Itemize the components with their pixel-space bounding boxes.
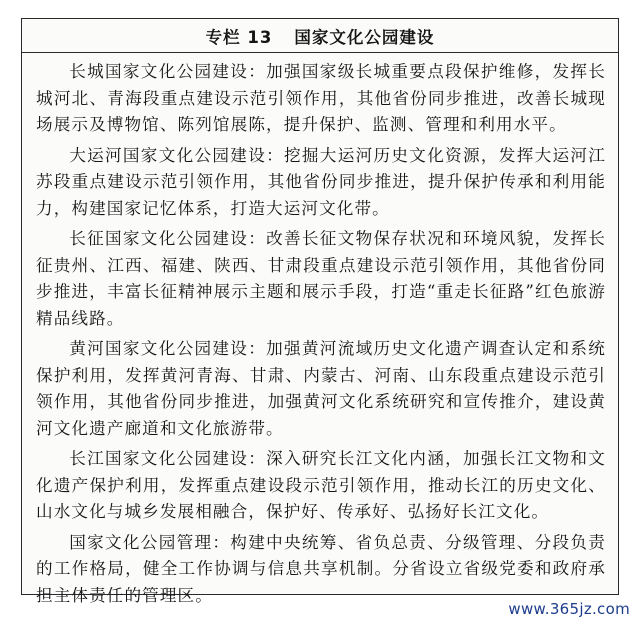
paragraph-heading: 长江国家文化公园建设： <box>69 449 267 468</box>
paragraph-body: 构建中央统筹、省负总责、分级管理、分段负责的工作格局，健全工作协调与信息共享机制。分省设立省级党委和政府承担主体责任的管理区。 <box>36 532 606 605</box>
column-content <box>22 53 618 609</box>
paragraph-heading: 长城国家文化公园建设： <box>69 62 267 81</box>
paragraph-heading: 大运河国家文化公园建设： <box>69 145 284 165</box>
paragraph-body: 挖掘大运河历史文化资源，发挥大运河江苏段重点建设示范引领作用，其他省份同步推进，提升保护传承和利用能力，构建国家记忆体系，打造大运河文化带。 <box>36 145 606 218</box>
paragraph-long-march <box>36 226 606 332</box>
column-box <box>21 18 619 605</box>
paragraph-body: 深入研究长江文化内涵，加强长江文物和文化遗产保护利用，发挥重点建设段示范引领作用，推动长江的历史文化、山水文化与城乡发展相融合，保护好、传承好、弘扬好长江文化。 <box>36 449 606 521</box>
site-watermark: www.365jz.com <box>508 600 630 618</box>
column-number: 专栏 13 <box>205 27 273 47</box>
paragraph-body: 改善长征文物保存状况和环境风貌，发挥长征贵州、江西、福建、陕西、甘肃段重点建设示范引领作用，其他省份同步推进，丰富长征精神展示主题和展示手段，打造“重走长征路”红色旅游精品线路。 <box>36 229 606 328</box>
paragraph-park-management <box>36 530 606 610</box>
paragraph-heading: 国家文化公园管理： <box>69 532 231 552</box>
paragraph-heading: 黄河国家文化公园建设： <box>69 339 267 358</box>
column-title-bar <box>22 19 618 53</box>
paragraph-body: 加强黄河流域历史文化遗产调查认定和系统保护利用，发挥黄河青海、甘肃、内蒙古、河南、山东段重点建设示范引领作用，其他省份同步推进，加强黄河文化系统研究和宣传推介，建设黄河文化遗产廊道和文化旅游带。 <box>36 339 606 438</box>
paragraph-heading: 长征国家文化公园建设： <box>69 229 267 248</box>
paragraph-grand-canal <box>36 143 606 223</box>
column-title: 国家文化公园建设 <box>294 27 435 47</box>
paragraph-body: 加强国家级长城重要点段保护维修，发挥长城河北、青海段重点建设示范引领作用，其他省份同步推进，改善长城现场展示及博物馆、陈列馆展陈，提升保护、监测、管理和利用水平。 <box>36 62 606 134</box>
paragraph-yangtze-river <box>36 446 606 526</box>
paragraph-great-wall <box>36 59 606 139</box>
paragraph-yellow-river <box>36 336 606 442</box>
